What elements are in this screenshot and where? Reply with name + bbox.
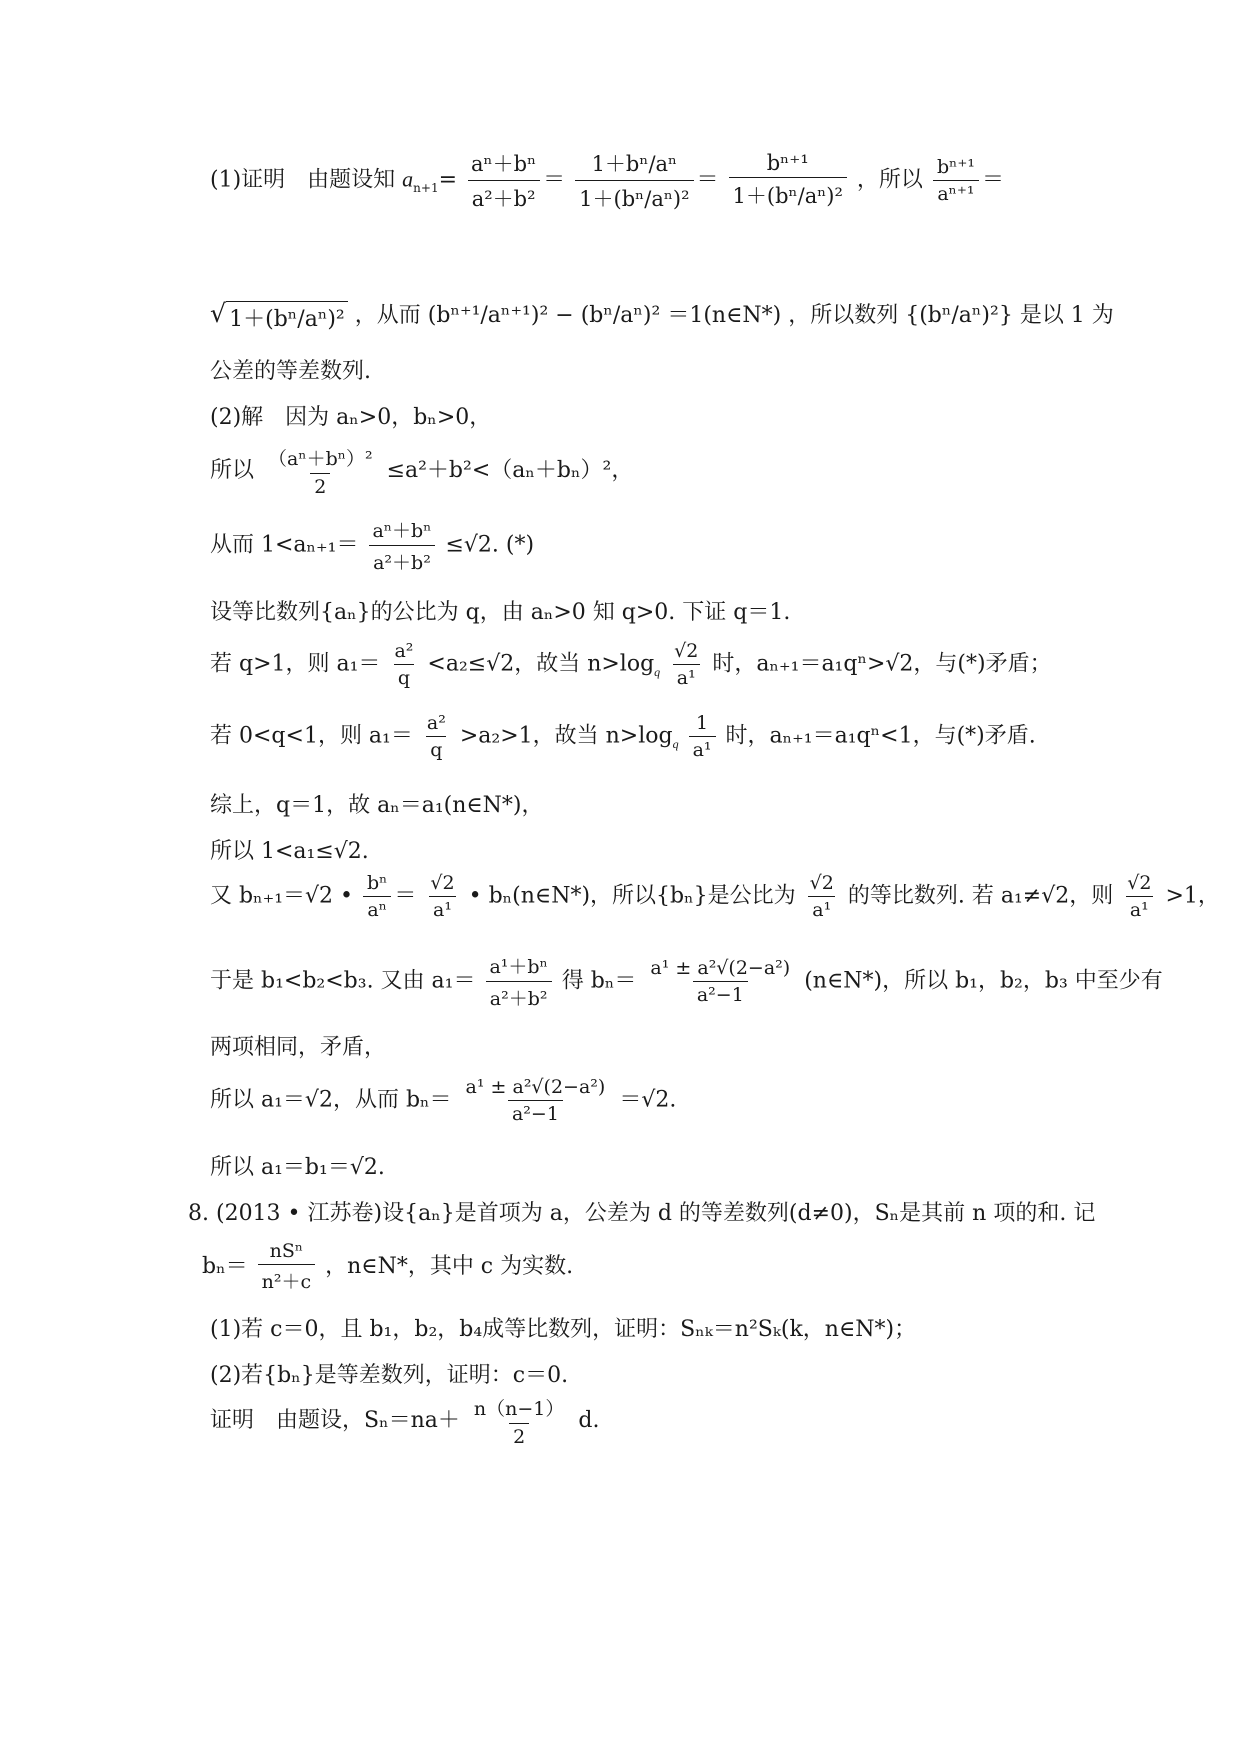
text: 于是 b₁<b₂<b₃. 又由 a₁＝ — [210, 968, 476, 994]
denominator: a¹ — [429, 896, 456, 921]
text: ，所以数列 {(bⁿ/aⁿ)²} 是以 1 为 — [788, 303, 1114, 328]
fraction — [646, 957, 794, 1006]
fraction — [933, 156, 979, 205]
denominator: a¹ — [1126, 896, 1153, 921]
text: ，n∈N*，其中 c 为实数. — [325, 1254, 574, 1279]
fraction — [575, 148, 693, 213]
numerator: √2 — [1127, 872, 1152, 894]
text-line: (2)解 因为 aₙ>0，bₙ>0， — [210, 405, 492, 430]
proof-line8: 若 q>1，则 a₁＝ $\frac{\text{a²}}{q}$ <a₂≤√2，故当 $n>\log_q$ $\frac{√2}{\text{a¹}}$ 时，aₙ₊₁＝a₁qⁿ>√2，与(*)矛盾； — [210, 640, 1052, 689]
fraction — [258, 1240, 316, 1294]
numerator: a² — [426, 712, 446, 734]
numerator: nSⁿ — [269, 1240, 304, 1262]
numerator: （aⁿ＋bⁿ）² — [268, 448, 373, 470]
problem-8-part2: (2)若{bₙ}是等差数列，证明：c＝0. — [210, 1363, 569, 1388]
numerator: √2 — [809, 872, 834, 894]
proof-line5 — [210, 444, 633, 498]
denominator: q — [394, 664, 414, 689]
text: ，从而 — [354, 303, 421, 328]
fraction — [670, 640, 702, 689]
denominator: n²＋c — [258, 1264, 316, 1294]
numerator: 1＋bⁿ/aⁿ — [591, 152, 678, 176]
text: ≤√2. (*) — [445, 532, 535, 558]
problem-8-proof-start — [210, 1394, 599, 1448]
numerator: √2 — [430, 872, 455, 894]
denominator: q — [426, 736, 446, 761]
sqrt-body: 1＋(bⁿ/aⁿ)² — [226, 301, 348, 333]
text: • bₙ(n∈N*)，所以{bₙ}是公比为 — [468, 883, 796, 909]
denominator: 1＋(bⁿ/aⁿ)² — [575, 180, 693, 213]
fraction — [689, 712, 716, 761]
proof-line12: 又 bₙ₊₁＝√2 • $\frac{\text{bⁿ}}{\text{aⁿ}}$ ＝ $\frac{√2}{\text{a¹}}$ • bₙ(n∈N*)，所以{bₙ}是公比为 $\frac{√2}{\text{a¹}}$ 的等比数列. 若 a₁≠√2，则 $\frac{√2}{\text{a¹}}$ >1， — [210, 872, 1220, 921]
fraction — [423, 712, 450, 761]
text: 所以 a₁＝√2，从而 bₙ＝ — [210, 1087, 452, 1113]
proof-line9: 若 0<q<1，则 a₁＝ $\frac{\text{a²}}{q}$ >a₂>1，故当 $n>\log_q$ $\frac{1}{\text{a¹}}$ 时，aₙ₊₁＝a₁qⁿ<1，与(*)矛盾. — [210, 712, 1036, 761]
text: ，所以 — [856, 167, 923, 193]
numerator: bⁿ⁺¹ — [766, 151, 809, 175]
numerator: a² — [394, 640, 414, 662]
numerator: aⁿ＋bⁿ — [471, 152, 537, 176]
denominator: a²−1 — [693, 981, 748, 1006]
proof-part1-line2 — [210, 298, 1114, 333]
fraction — [729, 151, 847, 210]
text: d. — [578, 1408, 600, 1433]
text: 的等比数列. 若 a₁≠√2，则 — [847, 883, 1114, 909]
fraction — [806, 872, 838, 921]
fraction — [470, 1394, 568, 1448]
fraction — [426, 872, 458, 921]
problem-8-part1: (1)若 c＝0，且 b₁，b₂，b₄成等比数列，证明：Sₙₖ＝n²Sₖ(k，n∈N*)； — [210, 1317, 917, 1342]
fraction — [363, 872, 391, 921]
text: 若 q>1，则 a₁＝ — [210, 651, 381, 677]
fraction — [462, 1076, 610, 1125]
fraction — [485, 952, 551, 1011]
text: 所以 — [210, 458, 255, 483]
text-line: 两项相同，矛盾， — [210, 1035, 387, 1060]
proof-line15 — [210, 1076, 676, 1125]
numerator: a¹ ± a²√(2−a²) — [465, 1076, 606, 1098]
denominator: 2 — [310, 473, 330, 498]
proof-line6 — [210, 516, 534, 575]
numerator: a¹＋bⁿ — [489, 956, 548, 978]
numerator: 1 — [696, 712, 709, 734]
text-line: 所以 1<a₁≤√2. — [210, 839, 369, 864]
denominator: a²＋b² — [369, 545, 435, 575]
numerator: bⁿ⁺¹ — [936, 156, 975, 178]
equals: = — [438, 167, 458, 193]
sqrt: √ 1＋(bⁿ/aⁿ)² — [210, 301, 348, 333]
numerator: bⁿ — [367, 872, 388, 894]
text: <a₂≤√2，故当 n>log — [427, 651, 655, 677]
fraction — [1123, 872, 1155, 921]
text: 得 bₙ＝ — [561, 968, 637, 994]
text: bₙ＝ — [202, 1254, 248, 1279]
fraction — [467, 148, 540, 213]
denominator: a²＋b² — [468, 180, 540, 213]
problem-8-statement: 8. (2013 • 江苏卷)设{aₙ}是首项为 a，公差为 d 的等差数列(d≠0)，Sₙ是其前 n 项的和. 记 — [188, 1201, 1096, 1226]
numerator: a¹ ± a²√(2−a²) — [650, 957, 791, 979]
denominator: a²＋b² — [486, 981, 552, 1011]
text: >a₂>1，故当 n>log — [459, 723, 673, 749]
text-line: 公差的等差数列. — [210, 359, 371, 384]
denominator: a¹ — [673, 664, 700, 689]
numerator: aⁿ＋bⁿ — [372, 520, 432, 542]
denominator: a¹ — [808, 896, 835, 921]
problem-8-definition — [202, 1240, 573, 1294]
text: 若 0<q<1，则 a₁＝ — [210, 723, 413, 749]
numerator: n（n−1） — [473, 1398, 565, 1420]
text: (1)证明 由题设知 — [210, 167, 396, 193]
denominator: 2 — [509, 1423, 529, 1448]
text: (n∈N*)，所以 b₁，b₂，b₃ 中至少有 — [804, 968, 1163, 994]
denominator: a¹ — [689, 736, 716, 761]
text-line: 综上，q＝1，故 aₙ＝a₁(n∈N*)， — [210, 793, 544, 818]
denominator: aⁿ⁺¹ — [933, 180, 978, 205]
proof-line13 — [210, 952, 1163, 1011]
denominator: 1＋(bⁿ/aⁿ)² — [729, 177, 847, 210]
numerator: √2 — [674, 640, 699, 662]
denominator: aⁿ — [363, 896, 391, 921]
fraction — [369, 516, 436, 575]
text: 时，aₙ₊₁＝a₁qⁿ<1，与(*)矛盾. — [725, 723, 1036, 749]
text: ＝√2. — [619, 1087, 677, 1113]
math-expression: (bⁿ⁺¹/aⁿ⁺¹)² − (bⁿ/aⁿ)² ＝1(n∈N*) — [427, 303, 782, 328]
text-line: 设等比数列{aₙ}的公比为 q，由 aₙ>0 知 q>0. 下证 q＝1. — [210, 600, 791, 625]
text: 时，aₙ₊₁＝a₁qⁿ>√2，与(*)矛盾； — [712, 651, 1052, 677]
fraction — [390, 640, 417, 689]
text: 从而 1<aₙ₊₁＝ — [210, 532, 359, 558]
denominator: a²−1 — [508, 1100, 563, 1125]
text: ≤a²＋b²<（aₙ＋bₙ）²， — [386, 458, 634, 483]
text: 又 bₙ₊₁＝√2 • — [210, 883, 361, 909]
text-line: 所以 a₁＝b₁＝√2. — [210, 1155, 385, 1180]
fraction — [264, 444, 377, 498]
text: >1， — [1165, 883, 1220, 909]
proof-part1-line1: (1)证明 由题设知 $a_{n+1}=$ $\frac{\text{aⁿ＋bⁿ}}{\text{a²＋b²}}$ ＝ $\frac{\text{1＋bⁿ/aⁿ}}{\text{1＋(bⁿ/aⁿ)²}}$ ＝ $\frac{\text{bⁿ⁺¹}}{\text{1＋(bⁿ/aⁿ)²}}$ ，所以 $\frac{\text{bⁿ⁺¹}}{\text{aⁿ⁺¹}}$ ＝ — [210, 148, 1004, 213]
text: 证明 由题设，Sₙ＝na＋ — [210, 1408, 460, 1433]
